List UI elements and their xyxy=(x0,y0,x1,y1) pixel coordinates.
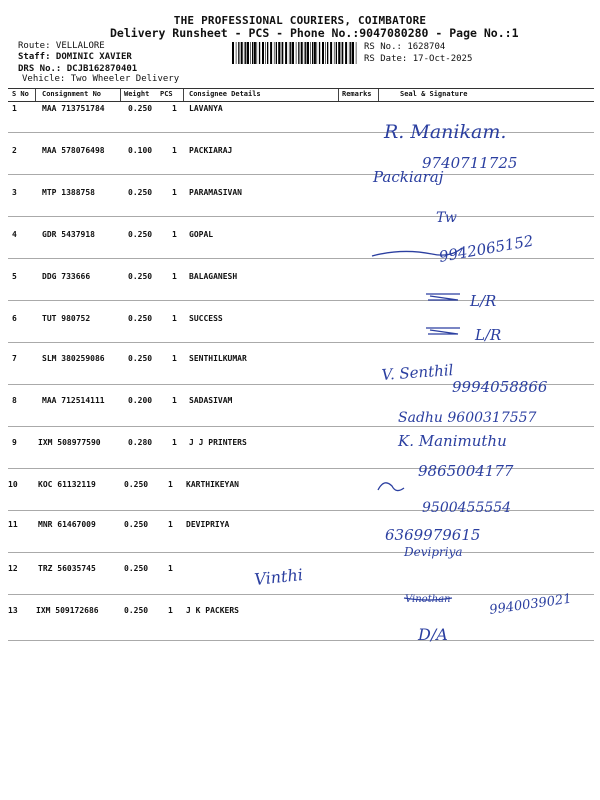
row-pcs: 1 xyxy=(172,354,177,363)
col-divider xyxy=(120,89,121,101)
row-sno: 2 xyxy=(12,146,17,155)
row-consignee: SADASIVAM xyxy=(189,396,233,405)
rs-date: RS Date: 17-Oct-2025 xyxy=(364,54,473,64)
row-pcs: 1 xyxy=(168,480,173,489)
row-separator xyxy=(8,300,594,301)
row-weight: 0.250 xyxy=(128,188,153,197)
row-weight: 0.250 xyxy=(128,104,153,113)
row-consignee: BALAGANESH xyxy=(189,272,238,281)
row-pcs: 1 xyxy=(172,188,177,197)
row-sno: 5 xyxy=(12,272,17,281)
row-consignment: TRZ 56035745 xyxy=(38,564,96,573)
row-consignee: SENTHILKUMAR xyxy=(189,354,247,363)
row-sno: 3 xyxy=(12,188,17,197)
company-title: THE PROFESSIONAL COURIERS, COIMBATORE xyxy=(173,14,427,27)
row-weight: 0.250 xyxy=(128,272,153,281)
row-separator xyxy=(8,468,594,469)
row-consignee: LAVANYA xyxy=(189,104,223,113)
col-consignment: Consignment No xyxy=(42,90,102,98)
row-pcs: 1 xyxy=(172,438,177,447)
row-separator xyxy=(8,426,594,427)
handwriting-r9-phone: 9865004177 xyxy=(418,462,514,480)
col-seal: Seal & Signature xyxy=(400,90,468,98)
row-sno: 8 xyxy=(12,396,17,405)
drs-number: DRS No.: DCJB162870401 xyxy=(18,64,138,74)
row-separator xyxy=(8,174,594,175)
row-pcs: 1 xyxy=(172,230,177,239)
barcode xyxy=(232,42,358,64)
handwriting-r2-phone: 9740711725 xyxy=(422,154,518,172)
route-label: Route: VELLALORE xyxy=(18,41,105,51)
row-consignment: MAA 712514111 xyxy=(42,396,105,405)
staff-label: Staff: DOMINIC XAVIER xyxy=(18,52,132,62)
row-separator xyxy=(8,510,594,511)
row-consignment: MAA 713751784 xyxy=(42,104,105,113)
handwriting-r11-phone: 6369979615 xyxy=(385,526,481,544)
col-pcs: PCS xyxy=(160,90,173,98)
row-pcs: 1 xyxy=(168,606,173,615)
row-consignee: J K PACKERS xyxy=(186,606,239,615)
handwriting-r7-phone: 9994058866 xyxy=(452,378,548,396)
row-consignee: J J PRINTERS xyxy=(189,438,247,447)
row-separator xyxy=(8,258,594,259)
col-divider xyxy=(378,89,379,101)
row-sno: 7 xyxy=(12,354,17,363)
row-pcs: 1 xyxy=(168,520,173,529)
signature-r8: Sadhu 9600317557 xyxy=(398,410,537,426)
vehicle-label: Vehicle: Two Wheeler Delivery xyxy=(22,74,180,84)
remark-r13: D/A xyxy=(418,625,448,644)
table-header-rule xyxy=(8,101,594,102)
handwriting-r13-phone: 9940039021 xyxy=(488,591,573,618)
col-divider xyxy=(35,89,36,101)
signature-r3: Tw xyxy=(436,210,457,226)
signature-r2: Packiaraj xyxy=(373,168,444,186)
row-weight: 0.250 xyxy=(128,230,153,239)
row-pcs: 1 xyxy=(172,396,177,405)
row-sno: 4 xyxy=(12,230,17,239)
row-separator xyxy=(8,216,594,217)
row-consignment: MNR 61467009 xyxy=(38,520,96,529)
row-weight: 0.250 xyxy=(124,564,149,573)
row-consignment: SLM 380259086 xyxy=(42,354,105,363)
row-sno: 13 xyxy=(8,606,18,615)
row-sno: 1 xyxy=(12,104,17,113)
row-separator xyxy=(8,342,594,343)
row-weight: 0.250 xyxy=(124,480,149,489)
row-weight: 0.200 xyxy=(128,396,153,405)
row-sno: 9 xyxy=(12,438,17,447)
row-separator xyxy=(8,552,594,553)
row-weight: 0.100 xyxy=(128,146,153,155)
row-consignee: DEVIPRIYA xyxy=(186,520,230,529)
row-consignee: KARTHIKEYAN xyxy=(186,480,239,489)
row-weight: 0.250 xyxy=(128,354,153,363)
runsheet-title: Delivery Runsheet - PCS - Phone No.:9047080280 - Page No.:1 xyxy=(110,26,519,40)
col-remarks: Remarks xyxy=(342,90,372,98)
signature-r12-b: Vinothan xyxy=(405,594,451,605)
row-consignee: PARAMASIVAN xyxy=(189,188,242,197)
row-consignment: MAA 578076498 xyxy=(42,146,105,155)
row-consignee: SUCCESS xyxy=(189,314,223,323)
row-pcs: 1 xyxy=(172,272,177,281)
row-sno: 11 xyxy=(8,520,18,529)
row-sno: 10 xyxy=(8,480,18,489)
row-consignee: PACKIARAJ xyxy=(189,146,233,155)
row-separator xyxy=(8,640,594,641)
col-divider xyxy=(338,89,339,101)
row-weight: 0.250 xyxy=(128,314,153,323)
signature-r9: K. Manimuthu xyxy=(398,432,507,450)
row-consignee: GOPAL xyxy=(189,230,214,239)
col-divider xyxy=(183,89,184,101)
row-consignment: MTP 1388758 xyxy=(42,188,95,197)
handwriting-r10-phone: 9500455554 xyxy=(422,500,512,516)
row-separator xyxy=(8,384,594,385)
col-weight: Weight xyxy=(124,90,150,98)
row-pcs: 1 xyxy=(172,314,177,323)
signature-r12: Vinthi xyxy=(253,565,304,589)
row-consignment: DDG 733666 xyxy=(42,272,91,281)
row-consignment: IXM 508977590 xyxy=(38,438,101,447)
row-weight: 0.250 xyxy=(124,606,149,615)
row-sno: 6 xyxy=(12,314,17,323)
remark-r6: L/R xyxy=(475,326,502,344)
row-consignment: GDR 5437918 xyxy=(42,230,95,239)
table-top-rule xyxy=(8,88,594,89)
col-sno: S No xyxy=(12,90,29,98)
row-weight: 0.280 xyxy=(128,438,153,447)
row-consignment: KOC 61132119 xyxy=(38,480,96,489)
row-pcs: 1 xyxy=(172,146,177,155)
row-consignment: TUT 980752 xyxy=(42,314,91,323)
rs-number: RS No.: 1628704 xyxy=(364,42,446,52)
row-sno: 12 xyxy=(8,564,18,573)
signature-r11: Devipriya xyxy=(404,545,463,559)
row-separator xyxy=(8,594,594,595)
col-consignee: Consignee Details xyxy=(189,90,261,98)
row-separator xyxy=(8,132,594,133)
row-pcs: 1 xyxy=(168,564,173,573)
signature-r1: R. Manikam. xyxy=(384,121,507,143)
handwriting-r4-phone: 9942065152 xyxy=(437,231,535,266)
remark-r5: L/R xyxy=(470,292,497,310)
row-consignment: IXM 509172686 xyxy=(36,606,99,615)
signature-r7: V. Senthil xyxy=(381,361,454,384)
row-pcs: 1 xyxy=(172,104,177,113)
row-weight: 0.250 xyxy=(124,520,149,529)
